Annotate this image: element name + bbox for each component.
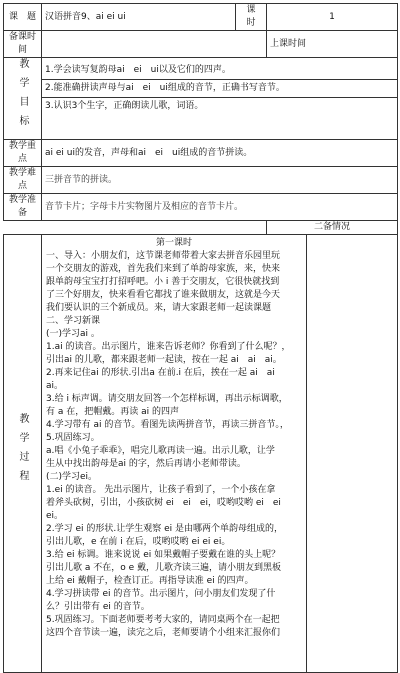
process-line: 引出ai 的儿歌，都来跟老师一起读，按在一起 ai ai ai。	[46, 355, 282, 365]
class-time-label: 上课时间	[267, 31, 398, 58]
lesson-plan-table	[3, 3, 398, 673]
process-line: 一个交朋友的游戏，首先我们来到了单韵母家族，来，快来	[46, 264, 281, 274]
goals-label: 教学目标	[17, 58, 28, 134]
process-line: 有 a 在，把帽戴。再读 ai 的四声	[46, 407, 179, 417]
process-line: a.唱《小兔子乖乖》，唱完儿歌再读一遍。出示儿歌，让学	[46, 446, 275, 456]
process-line: 了三个好朋友，快来看看它都找了谁来做朋友，这就是今天	[46, 290, 281, 300]
process-line: 我们要认识的三个新成员。来，请大家跟老师一起读课题	[46, 303, 272, 313]
process-label-cell	[4, 235, 42, 673]
process-line: 4.学习拼读带 ei 的音节。出示图片，问小朋友们发现了什	[46, 589, 276, 599]
process-line: 2.再来记住ai 的形状.引出a 在前.i 在后，挨在一起 ai ai	[46, 368, 275, 378]
process-line: 引出儿歌 a 不在，o e 戴，儿歌齐读三遍，请小朋友到黑板	[46, 563, 282, 573]
preparation-text: 音节卡片；字母卡片实物图片及相应的音节卡片。	[42, 194, 398, 221]
hours-value: 1	[267, 4, 398, 31]
process-line: 1.ai 的读音。出示图片，谁来告诉老师？你看到了什么呢？，	[46, 342, 291, 352]
prep-time-value	[42, 31, 267, 58]
process-line: 上给 ei 戴帽子，检查订正。再指导读准 ei 的四声。	[46, 576, 254, 586]
process-line: 2.学习 ei 的形状.让学生观察 ei 是由哪两个单韵母组成的，	[46, 524, 283, 534]
second-prep-cell	[307, 235, 398, 673]
goal-item: 3.认识3个生字，正确朗读儿歌，词语。	[45, 100, 204, 111]
process-line: 二、学习新课	[46, 316, 101, 326]
process-line: 生从中找出韵母是ai 的字，然后再请小老师带读。	[46, 459, 246, 469]
key-points-text: ai ei ui的发音，声母和ai ei ui组成的音节拼读。	[42, 140, 398, 167]
process-line: 着斧头砍树，引出，小孩砍树 ei ei ei，哎哟哎哟 ei ei	[46, 498, 281, 508]
process-line: (一)学习ai 。	[46, 329, 100, 339]
process-line: 5.巩固练习。	[46, 433, 100, 443]
difficulty-label: 教学难点	[4, 167, 42, 194]
goals-label-cell	[4, 58, 42, 140]
process-line: ai。	[46, 381, 64, 391]
preparation-label: 教学准备	[4, 194, 42, 221]
goal-item: 1.学会读写复韵母ai ei ui以及它们的四声。	[42, 62, 397, 80]
goal-item: 2.能准确拼读声母与ai ei ui组成的音节，正确书写音节。	[42, 80, 397, 98]
key-points-label: 教学重点	[4, 140, 42, 167]
process-line: 一、导入：小朋友们，这节课老师带着大家去拼音乐园里玩	[46, 251, 281, 261]
process-line: 5.巩固练习。下面老师要考考大家的，请同桌两个在一起把	[46, 615, 280, 625]
process-line: 跟单韵母宝宝打打招呼吧。小 i 善于交朋友，它很快就找到	[46, 277, 280, 287]
process-label: 教学过程	[17, 413, 28, 489]
process-line: ei。	[46, 511, 64, 521]
spacer-cell	[4, 221, 267, 235]
second-prep-label: 二备情况	[267, 221, 398, 235]
process-line: 3.给 ei 标调。谁来说说 ei 如果戴帽子要戴在谁的头上呢？	[46, 550, 281, 560]
goals-cell	[42, 58, 398, 140]
process-body	[42, 235, 307, 673]
hours-label: 课 时	[236, 4, 267, 31]
lesson-title: 第一课时	[155, 238, 192, 248]
topic-label: 课 题	[4, 4, 42, 31]
process-line: 4.学习带有 ai 的音节。看图先读两拼音节，再读三拼音节。，	[46, 420, 289, 430]
difficulty-text: 三拼音节的拼读。	[42, 167, 398, 194]
process-line: 这四个音节读一遍，读完之后，老师要请个小组来汇报你们	[46, 628, 281, 638]
process-line: 引出儿歌，e 在前 i 在后，哎哟哎哟 ei ei ei。	[46, 537, 231, 547]
prep-time-label: 备课时间	[4, 31, 42, 58]
process-line: (二)学习ei。	[46, 472, 98, 482]
process-line: 3.给 i 标声调。请交朋友回答一个怎样标调，再出示标调歌，	[46, 394, 288, 404]
process-line: 1.ei 的读音。 先出示图片，让孩子看到了，一个小孩在拿	[46, 485, 276, 495]
topic-value: 汉语拼音9、ai ei ui	[42, 4, 236, 31]
process-line: 么？引出带有 ei 的音节。	[46, 602, 150, 612]
